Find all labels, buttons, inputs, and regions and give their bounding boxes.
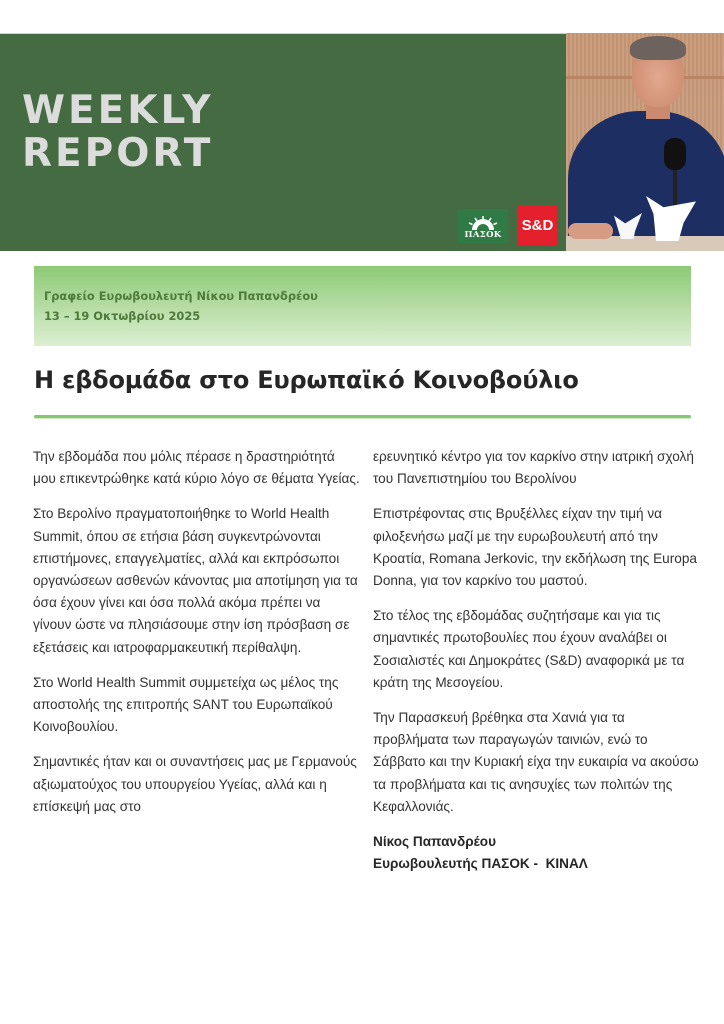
- left-column: [33, 446, 361, 831]
- microphone-icon: [664, 138, 686, 170]
- date-range: 13 – 19 Οκτωβρίου 2025: [44, 309, 201, 323]
- paragraph: Στο World Health Summit συμμετείχα ως μέλος της αποστολής της επιτροπής SANT του Ευρωπαϊκού Κοινοβουλίου.: [33, 674, 339, 735]
- pasok-logo: [458, 209, 508, 243]
- signature: [373, 831, 701, 875]
- section-title: Η εβδομάδα στο Ευρωπαϊκό Κοινοβούλιο: [34, 366, 579, 394]
- sun-icon: [468, 216, 498, 231]
- signature-role: Ευρωβουλευτής ΠΑΣΟΚ - ΚΙΝΑΛ: [373, 856, 588, 872]
- banner-title: [22, 89, 214, 175]
- paragraph: Επιστρέφοντας στις Βρυξέλλες είχαν την τιμή να φιλοξενήσω μαζί με την ευρωβουλευτή από την Κροατία, Romana Jerkovic, την εκδήλωση της Europa Donna, για τον καρκίνο του μαστού.: [373, 506, 697, 589]
- pasok-logo-text: ΠΑΣΟΚ: [464, 230, 502, 240]
- office-name: Γραφείο Ευρωβουλευτή Νίκου Παπανδρέου: [44, 289, 318, 303]
- banner-title-line2: REPORT: [22, 131, 214, 176]
- photo-hair: [630, 36, 686, 60]
- sd-logo: S&D: [518, 206, 557, 245]
- banner-title-line1: WEEKLY: [22, 88, 214, 133]
- right-column: [373, 446, 701, 875]
- paragraph: Την εβδομάδα που μόλις πέρασε η δραστηριότητά μου επικεντρώθηκε κατά κύριο λόγο σε θέματα Υγείας.: [33, 449, 360, 487]
- paragraph: Την Παρασκευή βρέθηκα στα Χανιά για τα προβλήματα των παραγωγών ταινιών, ενώ το Σάββατο και την Κυριακή είχα την ευκαιρία να ακούσω τα προβλήματα και τις ανησυχίες των πολιτών της Κεφαλλονιάς.: [373, 710, 699, 814]
- title-divider: [34, 415, 691, 418]
- photo-hand: [568, 223, 613, 239]
- signature-name: Νίκος Παπανδρέου: [373, 834, 496, 850]
- paragraph: Σημαντικές ήταν και οι συναντήσεις μας με Γερμανούς αξιωματούχος του υπουργείου Υγείας, αλλά και η επίσκεψή μας στο: [33, 754, 357, 814]
- paragraph: ερευνητικό κέντρο για τον καρκίνο στην ιατρική σχολή του Πανεπιστημίου του Βερολίνου: [373, 449, 694, 487]
- paragraph: Στο τέλος της εβδομάδας συζητήσαμε και για τις σημαντικές πρωτοβουλίες που έχουν αναλάβει οι Σοσιαλιστές και Δημοκράτες (S&D) αναφορικά με τα κράτη της Μεσογείου.: [373, 608, 685, 690]
- paragraph: Στο Βερολίνο πραγματοποιήθηκε το World Health Summit, όπου σε ετήσια βάση συγκεντρώνονται επιστήμονες, επαγγελματίες, αλλά και εκπρόσωποι οργανώσεων ασθενών κάνοντας μια αποτίμηση για τα όσα έχουν γίνει και όσα πολλά ακόμα πρέπει να γίνουν ώστε να πλησιάσουμε στην ίση πρόσβαση σε εξετάσεις και ιατροφαρμακευτική περίθαλψη.: [33, 506, 358, 655]
- office-info-box: [34, 266, 691, 346]
- portrait-photo: [566, 33, 724, 251]
